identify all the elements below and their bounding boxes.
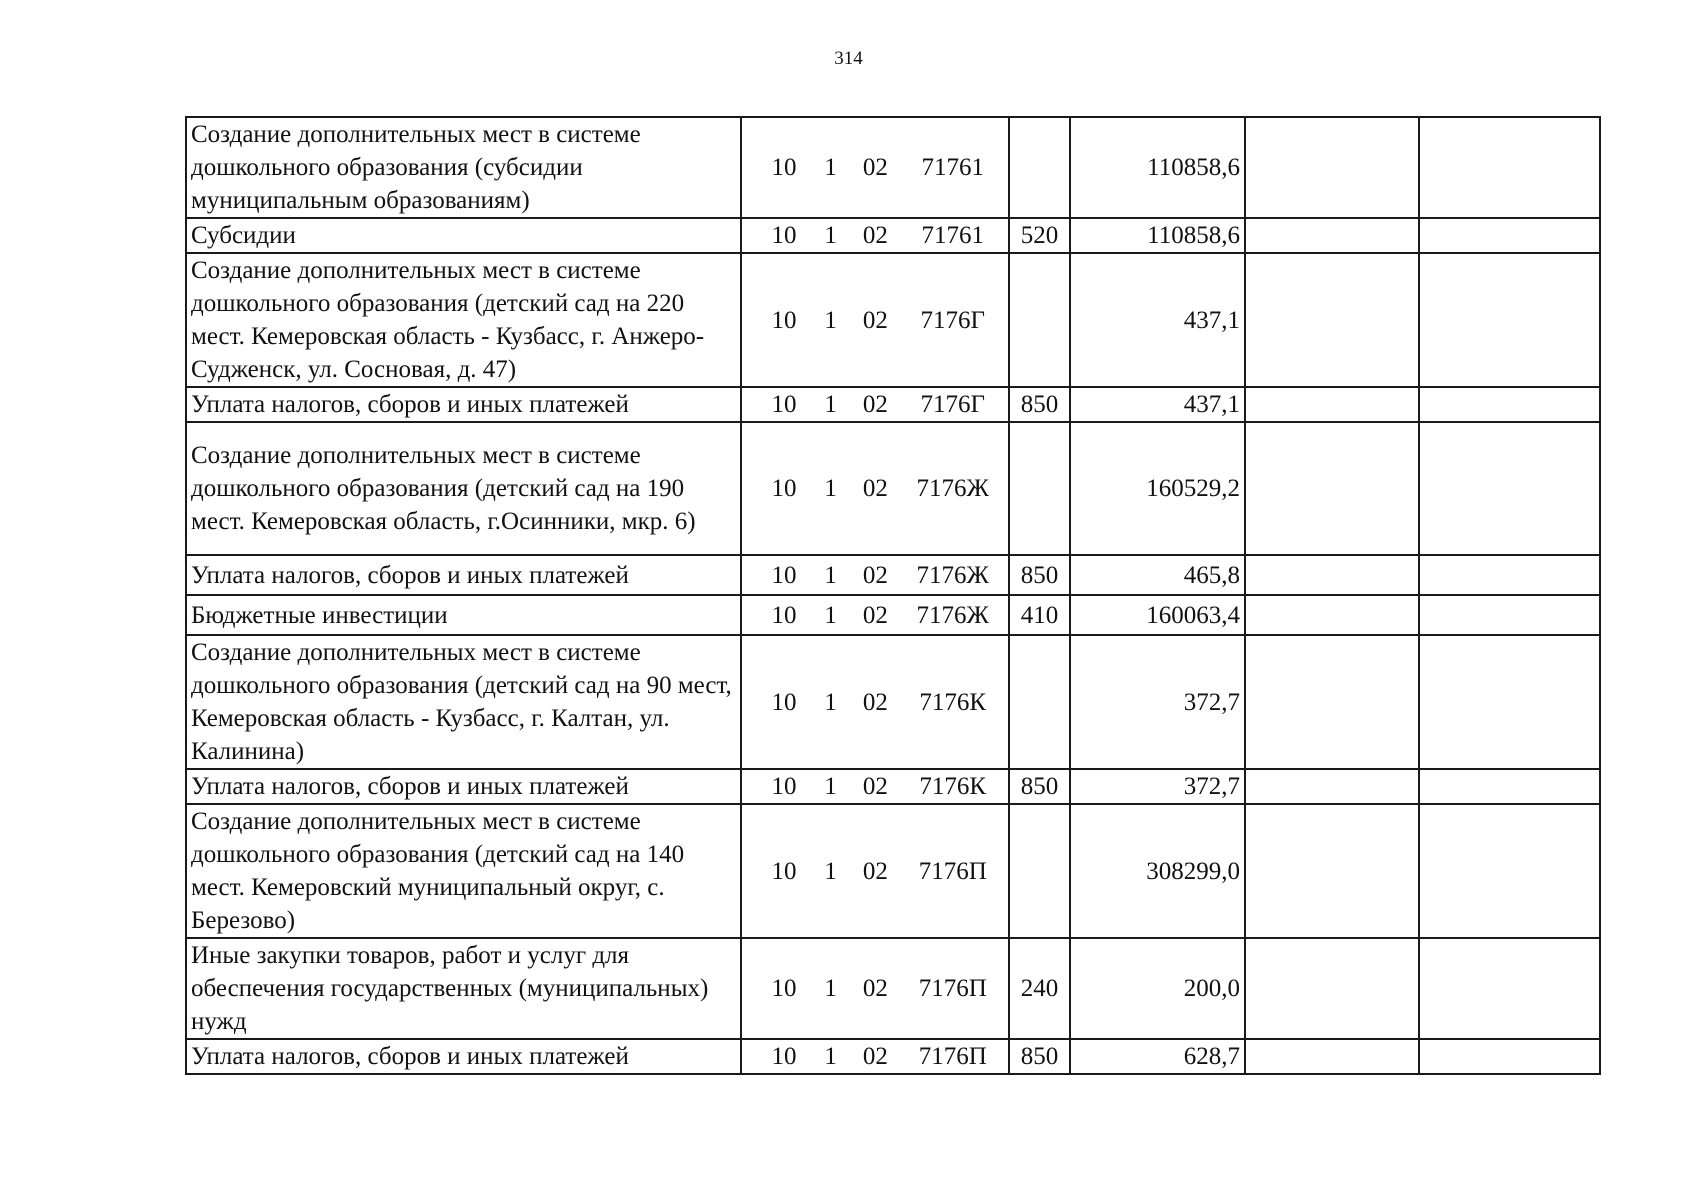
section-code: 10 xyxy=(771,773,797,800)
table-row xyxy=(186,253,1600,387)
subprogram-code: 02 xyxy=(862,857,888,885)
row-name: Создание дополнительных мест в системе дошкольного образования (детский сад на 190 мест. Кемеровская область, г.Осинники, мкр. 6) xyxy=(186,422,741,555)
direction-code: 7176Г xyxy=(920,391,985,418)
program-code: 1 xyxy=(824,391,837,418)
subprogram-code: 02 xyxy=(862,688,888,716)
amount-col-2 xyxy=(1245,555,1419,595)
budget-table-body xyxy=(186,117,1600,1074)
amount-col-2 xyxy=(1245,387,1419,422)
subprogram-code: 02 xyxy=(862,475,888,502)
amount: 160529,2 xyxy=(1070,422,1245,555)
section-code: 10 xyxy=(771,222,797,249)
program-code: 1 xyxy=(824,975,837,1002)
row-codes xyxy=(741,555,1009,595)
row-name: Уплата налогов, сборов и иных платежей xyxy=(186,769,741,804)
amount-col-2 xyxy=(1245,595,1419,635)
row-name: Уплата налогов, сборов и иных платежей xyxy=(186,555,741,595)
expense-type-code: 850 xyxy=(1009,1039,1070,1074)
amount-col-3 xyxy=(1419,117,1600,218)
expense-type-code: 240 xyxy=(1009,938,1070,1039)
expense-type-code xyxy=(1009,804,1070,938)
expense-type-code xyxy=(1009,635,1070,769)
amount-col-2 xyxy=(1245,1039,1419,1074)
direction-code: 7176К xyxy=(919,773,987,800)
subprogram-code: 02 xyxy=(862,154,888,181)
subprogram-code: 02 xyxy=(862,975,888,1002)
amount-col-3 xyxy=(1419,1039,1600,1074)
program-code: 1 xyxy=(824,1043,837,1070)
section-code: 10 xyxy=(771,475,797,502)
program-code: 1 xyxy=(824,475,837,502)
amount: 110858,6 xyxy=(1070,117,1245,218)
table-row xyxy=(186,804,1600,938)
program-code: 1 xyxy=(824,688,837,716)
table-row xyxy=(186,117,1600,218)
subprogram-code: 02 xyxy=(862,1043,888,1070)
program-code: 1 xyxy=(824,773,837,800)
subprogram-code: 02 xyxy=(862,773,888,800)
program-code: 1 xyxy=(824,601,837,629)
amount-col-3 xyxy=(1419,422,1600,555)
row-codes xyxy=(741,253,1009,387)
table-row xyxy=(186,769,1600,804)
section-code: 10 xyxy=(771,975,797,1002)
table-row xyxy=(186,938,1600,1039)
table-row xyxy=(186,595,1600,635)
amount-col-3 xyxy=(1419,595,1600,635)
row-name: Создание дополнительных мест в системе дошкольного образования (субсидии муниципальным образованиям) xyxy=(186,117,741,218)
amount: 437,1 xyxy=(1070,387,1245,422)
amount: 372,7 xyxy=(1070,769,1245,804)
section-code: 10 xyxy=(771,1043,797,1070)
amount-col-3 xyxy=(1419,804,1600,938)
amount-col-3 xyxy=(1419,769,1600,804)
expense-type-code: 410 xyxy=(1009,595,1070,635)
row-codes xyxy=(741,804,1009,938)
row-codes xyxy=(741,938,1009,1039)
direction-code: 7176Ж xyxy=(916,475,989,502)
subprogram-code: 02 xyxy=(862,391,888,418)
amount: 110858,6 xyxy=(1070,218,1245,253)
section-code: 10 xyxy=(771,601,797,629)
amount: 465,8 xyxy=(1070,555,1245,595)
row-name: Субсидии xyxy=(186,218,741,253)
subprogram-code: 02 xyxy=(862,222,888,249)
amount: 160063,4 xyxy=(1070,595,1245,635)
subprogram-code: 02 xyxy=(862,306,888,334)
amount-col-2 xyxy=(1245,117,1419,218)
amount-col-3 xyxy=(1419,218,1600,253)
expense-type-code xyxy=(1009,253,1070,387)
row-name: Создание дополнительных мест в системе дошкольного образования (детский сад на 140 мест. Кемеровский муниципальный округ, с. Березово) xyxy=(186,804,741,938)
program-code: 1 xyxy=(824,561,837,589)
amount-col-2 xyxy=(1245,253,1419,387)
row-codes xyxy=(741,769,1009,804)
program-code: 1 xyxy=(824,222,837,249)
row-codes xyxy=(741,218,1009,253)
amount-col-2 xyxy=(1245,635,1419,769)
expense-type-code: 850 xyxy=(1009,555,1070,595)
expense-type-code: 520 xyxy=(1009,218,1070,253)
expense-type-code xyxy=(1009,117,1070,218)
budget-table xyxy=(185,116,1601,1075)
section-code: 10 xyxy=(771,857,797,885)
direction-code: 71761 xyxy=(921,222,984,249)
row-name: Уплата налогов, сборов и иных платежей xyxy=(186,1039,741,1074)
direction-code: 7176П xyxy=(918,1043,987,1070)
subprogram-code: 02 xyxy=(862,561,888,589)
row-name: Создание дополнительных мест в системе дошкольного образования (детский сад на 90 мест, Кемеровская область - Кузбасс, г. Калтан, ул. Калинина) xyxy=(186,635,741,769)
amount-col-3 xyxy=(1419,555,1600,595)
row-codes xyxy=(741,635,1009,769)
expense-type-code: 850 xyxy=(1009,387,1070,422)
row-codes xyxy=(741,422,1009,555)
program-code: 1 xyxy=(824,306,837,334)
table-row xyxy=(186,218,1600,253)
subprogram-code: 02 xyxy=(862,601,888,629)
section-code: 10 xyxy=(771,154,797,181)
direction-code: 71761 xyxy=(921,154,984,181)
amount-col-2 xyxy=(1245,804,1419,938)
direction-code: 7176П xyxy=(918,857,987,885)
amount-col-2 xyxy=(1245,938,1419,1039)
amount-col-3 xyxy=(1419,387,1600,422)
direction-code: 7176Ж xyxy=(916,601,989,629)
table-row xyxy=(186,422,1600,555)
amount: 372,7 xyxy=(1070,635,1245,769)
page-number: 314 xyxy=(834,48,863,69)
row-codes xyxy=(741,387,1009,422)
program-code: 1 xyxy=(824,154,837,181)
direction-code: 7176Г xyxy=(920,306,985,334)
row-codes xyxy=(741,595,1009,635)
row-name: Уплата налогов, сборов и иных платежей xyxy=(186,387,741,422)
amount-col-3 xyxy=(1419,253,1600,387)
amount-col-2 xyxy=(1245,769,1419,804)
amount-col-3 xyxy=(1419,635,1600,769)
section-code: 10 xyxy=(771,306,797,334)
row-codes xyxy=(741,1039,1009,1074)
table-row xyxy=(186,555,1600,595)
row-codes xyxy=(741,117,1009,218)
section-code: 10 xyxy=(771,391,797,418)
amount: 628,7 xyxy=(1070,1039,1245,1074)
amount: 437,1 xyxy=(1070,253,1245,387)
row-name: Создание дополнительных мест в системе дошкольного образования (детский сад на 220 мест. Кемеровская область - Кузбасс, г. Анжеро-Судженск, ул. Сосновая, д. 47) xyxy=(186,253,741,387)
amount-col-2 xyxy=(1245,218,1419,253)
expense-type-code: 850 xyxy=(1009,769,1070,804)
amount-col-3 xyxy=(1419,938,1600,1039)
direction-code: 7176П xyxy=(918,975,987,1002)
direction-code: 7176К xyxy=(919,688,987,716)
amount: 308299,0 xyxy=(1070,804,1245,938)
amount-col-2 xyxy=(1245,422,1419,555)
table-row xyxy=(186,1039,1600,1074)
direction-code: 7176Ж xyxy=(916,561,989,589)
row-name: Бюджетные инвестиции xyxy=(186,595,741,635)
section-code: 10 xyxy=(771,688,797,716)
section-code: 10 xyxy=(771,561,797,589)
amount: 200,0 xyxy=(1070,938,1245,1039)
program-code: 1 xyxy=(824,857,837,885)
table-row xyxy=(186,387,1600,422)
table-row xyxy=(186,635,1600,769)
row-name: Иные закупки товаров, работ и услуг для обеспечения государственных (муниципальных) нужд xyxy=(186,938,741,1039)
expense-type-code xyxy=(1009,422,1070,555)
